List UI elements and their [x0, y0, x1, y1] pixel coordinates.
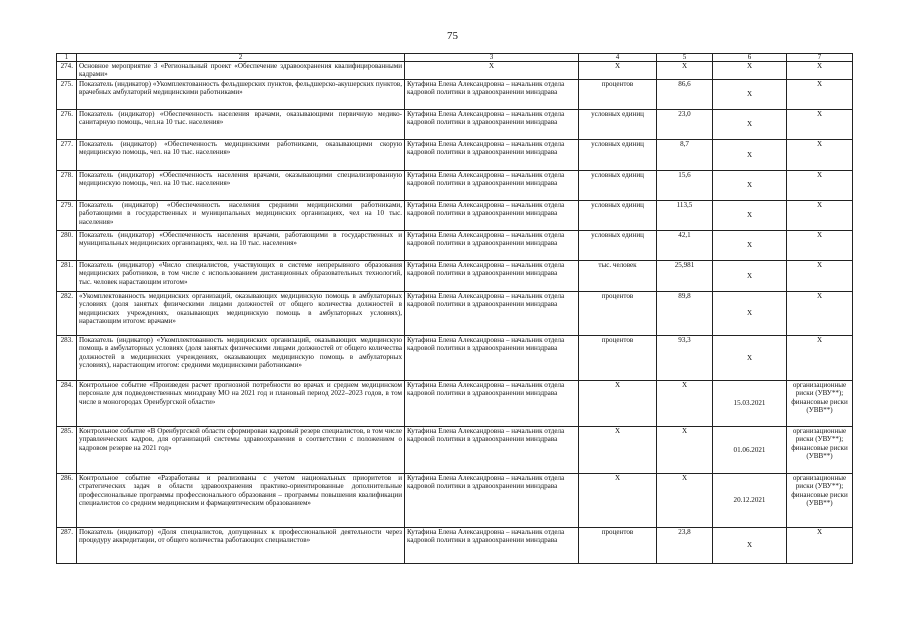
row-risk: X: [787, 200, 853, 230]
row-name: Показатель (индикатор) «Укомплектованность фельдшерских пунктов, фельдшерско-акушерских пунктов, врачебных амбулаторий медицинскими работниками»: [77, 79, 405, 109]
row-responsible: Кутафина Елена Александровна – начальник отдела кадровой политики в здравоохранении минздрава: [405, 200, 579, 230]
row-value: 23,0: [657, 109, 713, 139]
table-row: [57, 426, 853, 473]
row-responsible: Кутафина Елена Александровна – начальник отдела кадровой политики в здравоохранении минздрава: [405, 335, 579, 380]
row-unit: условных единиц: [579, 170, 657, 200]
row-number: 284.: [57, 380, 77, 426]
row-risk: X: [787, 170, 853, 200]
row-unit: тыс. человек: [579, 260, 657, 291]
row-risk: X: [787, 79, 853, 109]
row-date: X: [713, 335, 787, 380]
row-name: Показатель (индикатор) «Обеспеченность населения врачами, оказывающими первичную медико-санитарную помощь, чел.на 10 тыс. населения»: [77, 109, 405, 139]
row-unit: X: [579, 62, 657, 80]
table-row: [57, 139, 853, 170]
row-date: X: [713, 260, 787, 291]
table-row: [57, 335, 853, 380]
col-header-1: 1: [57, 54, 77, 62]
row-responsible: Кутафина Елена Александровна – начальник отдела кадровой политики в здравоохранении минздрава: [405, 109, 579, 139]
row-value: 15,6: [657, 170, 713, 200]
table-row: [57, 527, 853, 563]
row-risk: X: [787, 291, 853, 335]
row-value: 89,8: [657, 291, 713, 335]
row-date: X: [713, 527, 787, 563]
row-date: X: [713, 139, 787, 170]
page-number: 75: [447, 30, 458, 42]
row-number: 274.: [57, 62, 77, 80]
row-risk: X: [787, 260, 853, 291]
row-responsible: Кутафина Елена Александровна – начальник отдела кадровой политики в здравоохранении минздрава: [405, 260, 579, 291]
row-number: 275.: [57, 79, 77, 109]
table-row: [57, 473, 853, 527]
row-risk: X: [787, 62, 853, 80]
row-date: X: [713, 79, 787, 109]
row-responsible: Кутафина Елена Александровна – начальник отдела кадровой политики в здравоохранении минздрава: [405, 230, 579, 260]
row-responsible: Кутафина Елена Александровна – начальник отдела кадровой политики в здравоохранении минздрава: [405, 139, 579, 170]
row-risk: X: [787, 230, 853, 260]
row-number: 283.: [57, 335, 77, 380]
header-row: [57, 54, 853, 62]
row-date: X: [713, 62, 787, 80]
row-name: Контрольное событие «Произведен расчет прогнозной потребности во врачах и среднем медицинском персонале для подведомственных минздраву МО на 2021 год и плановый период 2022–2023 годов, в том числе в моногородах Оренбургской области»: [77, 380, 405, 426]
row-responsible: Кутафина Елена Александровна – начальник отдела кадровой политики в здравоохранении минздрава: [405, 380, 579, 426]
table-row: [57, 291, 853, 335]
row-number: 279.: [57, 200, 77, 230]
row-name: Контрольное событие «Разработаны и реализованы с учетом национальных приоритетов и стратегических задач в области здравоохранения практико-ориентированные дополнительные профессиональные программы профессионального образования – программы повышения квалификации специалистов со средним медицинским и фармацевтическим образованием»: [77, 473, 405, 527]
row-unit: процентов: [579, 291, 657, 335]
row-value: 86,6: [657, 79, 713, 109]
row-risk: X: [787, 527, 853, 563]
table-row: [57, 79, 853, 109]
row-unit: процентов: [579, 335, 657, 380]
row-value: X: [657, 62, 713, 80]
col-header-2: 2: [77, 54, 405, 62]
row-responsible: X: [405, 62, 579, 80]
row-date: X: [713, 230, 787, 260]
row-value: 113,5: [657, 200, 713, 230]
row-date: X: [713, 170, 787, 200]
col-header-4: 4: [579, 54, 657, 62]
row-unit: X: [579, 473, 657, 527]
row-date: X: [713, 200, 787, 230]
row-risk: организационные риски (УВУ**); финансовые риски (УВВ**): [787, 473, 853, 527]
table-row: [57, 200, 853, 230]
row-value: X: [657, 380, 713, 426]
row-value: X: [657, 473, 713, 527]
row-number: 287.: [57, 527, 77, 563]
row-name: Показатель (индикатор) «Обеспеченность медицинскими работниками, оказывающими скорую медицинскую помощь, чел. на 10 тыс. населения»: [77, 139, 405, 170]
row-date: X: [713, 109, 787, 139]
row-unit: X: [579, 380, 657, 426]
row-value: X: [657, 426, 713, 473]
row-risk: X: [787, 139, 853, 170]
row-risk: X: [787, 335, 853, 380]
row-responsible: Кутафина Елена Александровна – начальник отдела кадровой политики в здравоохранении минздрава: [405, 426, 579, 473]
row-risk: организационные риски (УВУ**); финансовые риски (УВВ**): [787, 380, 853, 426]
row-responsible: Кутафина Елена Александровна – начальник отдела кадровой политики в здравоохранении минздрава: [405, 79, 579, 109]
row-name: Показатель (индикатор) «Обеспеченность населения врачами, оказывающими специализированную медицинскую помощь, чел. на 10 тыс. населения»: [77, 170, 405, 200]
row-number: 278.: [57, 170, 77, 200]
row-value: 93,3: [657, 335, 713, 380]
row-number: 276.: [57, 109, 77, 139]
col-header-5: 5: [657, 54, 713, 62]
row-value: 42,1: [657, 230, 713, 260]
row-name: Показатель (индикатор) «Укомплектованность медицинских организаций, оказывающих медицинскую помощь в амбулаторных условиях (доля занятых физическими лицами должностей от общего количества должностей в медицинских учреждениях, оказывающих медицинскую помощь в амбулаторных условиях), нарастающим итогом: средними медицинскими работниками»: [77, 335, 405, 380]
row-number: 285.: [57, 426, 77, 473]
row-name: Основное мероприятие 3 «Региональный проект «Обеспечение здравоохранения квалифицированными кадрами»: [77, 62, 405, 80]
row-unit: условных единиц: [579, 109, 657, 139]
row-name: Контрольное событие «В Оренбургской области сформирован кадровый резерв специалистов, в том числе управленческих кадров, для организаций системы здравоохранения в соответствии с положением о кадровом резерве на 2021 год»: [77, 426, 405, 473]
row-number: 286.: [57, 473, 77, 527]
col-header-3: 3: [405, 54, 579, 62]
row-name: «Укомплектованность медицинских организаций, оказывающих медицинскую помощь в амбулаторных условиях (доля занятых физическими лицами должностей от общего количества должностей в медицинских учреждениях, оказывающих медицинскую помощь в амбулаторных условиях), нарастающим итогом: врачами»: [77, 291, 405, 335]
row-responsible: Кутафина Елена Александровна – начальник отдела кадровой политики в здравоохранении минздрава: [405, 473, 579, 527]
row-name: Показатель (индикатор) «Число специалистов, участвующих в системе непрерывного образования медицинских работников, в том числе с использованием дистанционных образовательных технологий, тыс. человек нарастающим итогом»: [77, 260, 405, 291]
row-responsible: Кутафина Елена Александровна – начальник отдела кадровой политики в здравоохранении минздрава: [405, 291, 579, 335]
row-name: Показатель (индикатор) «Доля специалистов, допущенных к профессиональной деятельности через процедуру аккредитации, от общего количества работающих специалистов»: [77, 527, 405, 563]
table-row: [57, 62, 853, 80]
plan-table: [56, 53, 853, 564]
row-unit: условных единиц: [579, 230, 657, 260]
row-number: 281.: [57, 260, 77, 291]
row-unit: процентов: [579, 527, 657, 563]
row-value: 25,981: [657, 260, 713, 291]
row-risk: X: [787, 109, 853, 139]
col-header-6: 6: [713, 54, 787, 62]
table-row: [57, 260, 853, 291]
row-date: 15.03.2021: [713, 380, 787, 426]
row-unit: условных единиц: [579, 139, 657, 170]
row-risk: организационные риски (УВУ**); финансовые риски (УВВ**): [787, 426, 853, 473]
row-date: X: [713, 291, 787, 335]
row-name: Показатель (индикатор) «Обеспеченность населения средними медицинскими работниками, работающими в государственных и муниципальных медицинских организациях, чел на 10 тыс. населения»: [77, 200, 405, 230]
table-row: [57, 170, 853, 200]
col-header-7: 7: [787, 54, 853, 62]
row-value: 23,8: [657, 527, 713, 563]
row-name: Показатель (индикатор) «Обеспеченность населения врачами, работающими в государственных и муниципальных медицинских организациях, чел. на 10 тыс. населения»: [77, 230, 405, 260]
table-row: [57, 109, 853, 139]
row-number: 280.: [57, 230, 77, 260]
table-row: [57, 380, 853, 426]
row-responsible: Кутафина Елена Александровна – начальник отдела кадровой политики в здравоохранении минздрава: [405, 527, 579, 563]
row-date: 01.06.2021: [713, 426, 787, 473]
row-responsible: Кутафина Елена Александровна – начальник отдела кадровой политики в здравоохранении минздрава: [405, 170, 579, 200]
row-unit: X: [579, 426, 657, 473]
table-row: [57, 230, 853, 260]
row-unit: процентов: [579, 79, 657, 109]
row-unit: условных единиц: [579, 200, 657, 230]
row-date: 20.12.2021: [713, 473, 787, 527]
row-number: 282.: [57, 291, 77, 335]
row-value: 8,7: [657, 139, 713, 170]
row-number: 277.: [57, 139, 77, 170]
